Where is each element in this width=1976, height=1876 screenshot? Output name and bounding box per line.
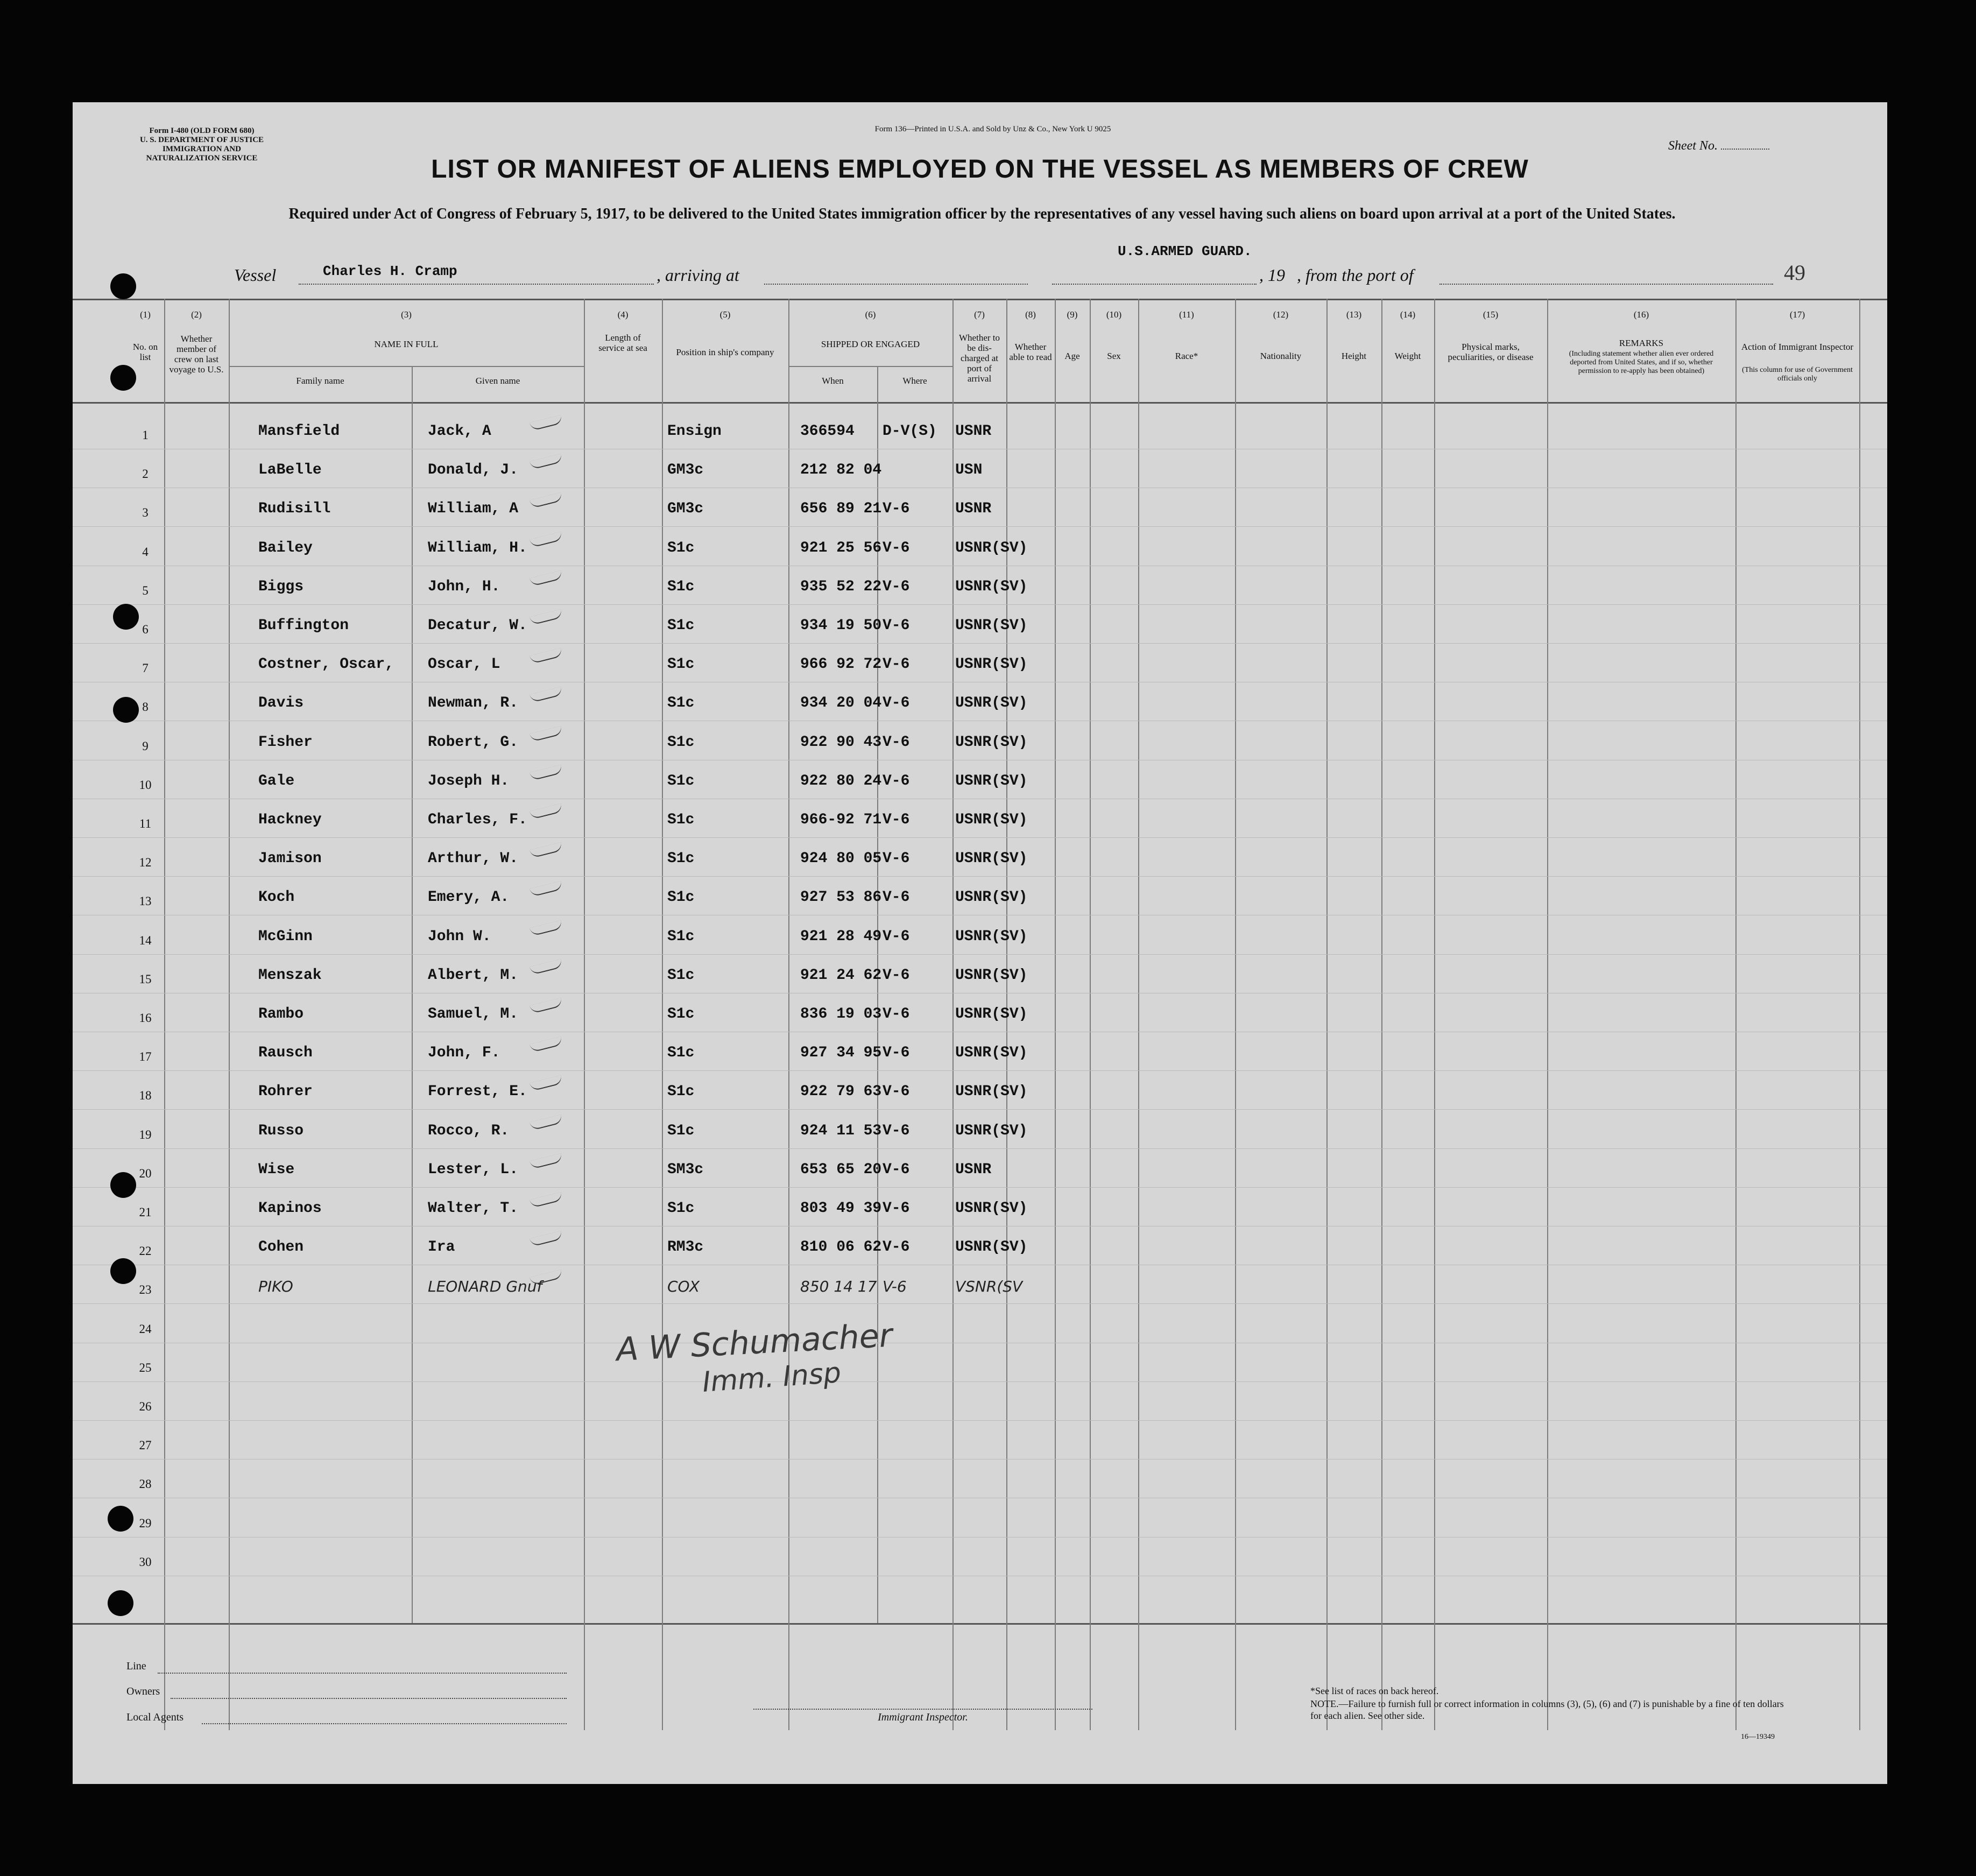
- family-name: Rausch: [258, 1045, 313, 1061]
- col-header-action-note: (This column for use of Government officials only: [1742, 366, 1853, 383]
- punch-hole: [113, 604, 139, 630]
- check-mark: [530, 959, 563, 975]
- discharge-status: USNR: [955, 1161, 992, 1178]
- col-header-sex: Sex: [1107, 351, 1121, 361]
- shipped-where: V-6: [883, 1083, 910, 1100]
- row-number: 9: [142, 739, 149, 753]
- check-mark: [530, 1231, 563, 1247]
- discharge-status: USNR(SV): [955, 850, 1028, 867]
- col-header-member: Whether member of crew on last voyage to U.S.: [169, 334, 224, 375]
- row-rule: [73, 1303, 1887, 1304]
- shipped-where: V-6: [883, 967, 910, 984]
- row-rule: [73, 1070, 1887, 1071]
- given-name: Samuel, M.: [428, 1006, 519, 1022]
- shipped-when: 921 24 62: [800, 967, 882, 984]
- shipped-when: 836 19 03: [800, 1006, 882, 1022]
- family-name: Fisher: [258, 734, 313, 751]
- discharge-status: USNR(SV): [955, 773, 1028, 789]
- col-num-9: (9): [1067, 309, 1078, 320]
- footer-races-note: *See list of races on back hereof.: [1310, 1685, 1439, 1696]
- shipped-where: V-6: [883, 695, 910, 711]
- row-number: 16: [139, 1011, 152, 1025]
- punch-hole: [108, 1590, 133, 1616]
- arriving-label: , arriving at: [657, 265, 739, 285]
- col-num-16: (16): [1633, 309, 1649, 320]
- row-number: 17: [139, 1050, 152, 1063]
- row-number: 18: [139, 1089, 152, 1102]
- discharge-status: USNR(SV): [955, 656, 1028, 673]
- family-name: Rambo: [258, 1006, 304, 1022]
- row-number: 6: [142, 623, 149, 636]
- row-number: 4: [142, 545, 149, 559]
- col-num-12: (12): [1273, 309, 1289, 320]
- footer-line-label: Line: [126, 1660, 146, 1672]
- sheet-label: Sheet No.: [1668, 139, 1718, 153]
- row-rule: [73, 526, 1887, 527]
- col-header-shipped: SHIPPED OR ENGAGED: [821, 339, 920, 349]
- shipped-when: 927 34 95: [800, 1045, 882, 1061]
- family-name: Hackney: [258, 812, 322, 828]
- col-num-7: (7): [974, 309, 985, 320]
- col-num-4: (4): [617, 309, 629, 320]
- shipped-when: 922 90 43: [800, 734, 882, 751]
- row-number: 28: [139, 1477, 152, 1491]
- shipped-when: 935 52 22: [800, 579, 882, 595]
- row-number: 1: [142, 428, 149, 442]
- col-header-when: When: [822, 376, 844, 386]
- inspector-signature-title: Imm. Insp: [701, 1357, 842, 1399]
- given-name: John, H.: [428, 579, 500, 595]
- given-name: Albert, M.: [428, 967, 519, 984]
- given-name: Arthur, W.: [428, 850, 519, 867]
- shipped-when: 924 11 53: [800, 1123, 882, 1139]
- vessel-name: Charles H. Cramp: [323, 263, 457, 279]
- family-name: Kapinos: [258, 1200, 322, 1217]
- shipped-when: 803 49 39: [800, 1200, 882, 1217]
- col-num-17: (17): [1789, 309, 1805, 320]
- col-header-no: No. on list: [132, 342, 158, 362]
- punch-hole: [108, 1506, 133, 1532]
- col-header-weight: Weight: [1394, 351, 1421, 361]
- shipped-when: 921 25 56: [800, 540, 882, 556]
- shipped-where: V-6: [883, 617, 910, 634]
- discharge-status: USNR(SV): [955, 1239, 1028, 1256]
- row-rule: [73, 954, 1887, 955]
- year-label: , 19: [1259, 265, 1285, 285]
- given-name: Charles, F.: [428, 812, 527, 828]
- family-name: Rohrer: [258, 1083, 313, 1100]
- shipped-where: V-6: [883, 656, 910, 673]
- vessel-label: Vessel: [234, 265, 277, 285]
- col-num-8: (8): [1025, 309, 1036, 320]
- row-number: 8: [142, 700, 149, 714]
- position: S1c: [667, 812, 695, 828]
- shipped-when: 922 79 63: [800, 1083, 882, 1100]
- check-mark: [530, 1036, 563, 1053]
- row-number: 2: [142, 467, 149, 481]
- row-number: 19: [139, 1128, 152, 1141]
- check-mark: [530, 765, 563, 781]
- family-name: Koch: [258, 889, 295, 906]
- punch-hole: [110, 1172, 136, 1198]
- shipped-when: 212 82 04: [800, 462, 882, 478]
- discharge-status: USNR(SV): [955, 617, 1028, 634]
- row-number: 10: [139, 778, 152, 792]
- position: S1c: [667, 773, 695, 789]
- check-mark: [530, 609, 563, 625]
- col-header-physical: Physical marks, peculiarities, or disease: [1448, 342, 1534, 362]
- col-num-6: (6): [865, 309, 876, 320]
- given-name: Oscar, L: [428, 656, 500, 673]
- given-name: Joseph H.: [428, 773, 510, 789]
- footer-form-code: 16—19349: [1741, 1733, 1775, 1741]
- col-header-remarks: REMARKS: [1619, 338, 1664, 348]
- check-mark: [530, 1270, 563, 1286]
- col-num-11: (11): [1179, 309, 1194, 320]
- discharge-status: USNR(SV): [955, 1083, 1028, 1100]
- row-number: 11: [139, 817, 152, 830]
- col-num-5: (5): [719, 309, 731, 320]
- row-rule: [73, 604, 1887, 605]
- family-name: Wise: [258, 1161, 295, 1178]
- shipped-when: 656 89 21: [800, 500, 882, 517]
- check-mark: [530, 454, 563, 470]
- given-name: Walter, T.: [428, 1200, 519, 1217]
- row-number: 21: [139, 1205, 152, 1219]
- family-name: Bailey: [258, 540, 313, 556]
- position: S1c: [667, 1083, 695, 1100]
- col-header-discharged: Whether to be dis-charged at port of arrival: [959, 333, 1000, 384]
- printer-line: Form 136—Printed in U.S.A. and Sold by Unz & Co., New York U 9025: [874, 125, 1111, 133]
- shipped-when: 922 80 24: [800, 773, 882, 789]
- shipped-where: V-6: [883, 734, 910, 751]
- row-number: 5: [142, 584, 149, 597]
- position: COX: [667, 1278, 700, 1295]
- shipped-when: 934 19 50: [800, 617, 882, 634]
- given-name: Rocco, R.: [428, 1123, 510, 1139]
- check-mark: [530, 803, 563, 820]
- discharge-status: USNR(SV): [955, 695, 1028, 711]
- shipped-when: 653 65 20: [800, 1161, 882, 1178]
- family-name: Buffington: [258, 617, 349, 634]
- col-num-10: (10): [1106, 309, 1122, 320]
- given-name: Ira: [428, 1239, 455, 1256]
- discharge-status: USNR(SV): [955, 889, 1028, 906]
- discharge-status: USNR(SV): [955, 967, 1028, 984]
- row-number: 3: [142, 506, 149, 519]
- given-name: Newman, R.: [428, 695, 519, 711]
- given-name: Emery, A.: [428, 889, 510, 906]
- row-rule: [73, 1148, 1887, 1149]
- row-number: 12: [139, 856, 152, 869]
- footer-agents-label: Local Agents: [126, 1711, 184, 1723]
- shipped-where: V-6: [883, 850, 910, 867]
- col-header-service: Length of service at sea: [598, 333, 647, 353]
- page-number: 49: [1784, 260, 1805, 285]
- check-mark: [530, 1075, 563, 1091]
- punch-hole: [110, 1258, 136, 1284]
- given-name: Robert, G.: [428, 734, 519, 751]
- family-name: Costner, Oscar,: [258, 656, 394, 673]
- shipped-where: V-6: [883, 579, 910, 595]
- manifest-sheet: [73, 102, 1887, 1784]
- position: RM3c: [667, 1239, 704, 1256]
- shipped-where: V-6: [883, 540, 910, 556]
- row-number: 22: [139, 1244, 152, 1258]
- shipped-when: 927 53 86: [800, 889, 882, 906]
- family-name: Gale: [258, 773, 295, 789]
- position: GM3c: [667, 462, 704, 478]
- check-mark: [530, 415, 563, 431]
- row-rule: [73, 1109, 1887, 1110]
- row-number: 13: [139, 894, 152, 908]
- position: S1c: [667, 579, 695, 595]
- given-name: Donald, J.: [428, 462, 519, 478]
- punch-hole: [110, 365, 136, 391]
- position: S1c: [667, 656, 695, 673]
- family-name: Rudisill: [258, 500, 331, 517]
- page-title: LIST OR MANIFEST OF ALIENS EMPLOYED ON THE VESSEL AS MEMBERS OF CREW: [431, 155, 1529, 184]
- check-mark: [530, 1153, 563, 1169]
- check-mark: [530, 532, 563, 548]
- col-header-remarks-note: (Including statement whether alien ever ordered deported from United States, and if so, whether permission to re-apply has been obtained): [1569, 350, 1714, 375]
- page-subtitle: Required under Act of Congress of February 5, 1917, to be delivered to the United States immigration officer by the representatives of any vessel having such aliens on board upon arrival at a port of the United States.: [288, 206, 1676, 222]
- shipped-where: V-6: [883, 1045, 910, 1061]
- sheet-number-label: [1668, 139, 1769, 153]
- row-rule: [73, 643, 1887, 644]
- shipped-where: V-6: [883, 773, 910, 789]
- check-mark: [530, 1115, 563, 1131]
- position: S1c: [667, 617, 695, 634]
- shipped-when: 810 06 62: [800, 1239, 882, 1256]
- row-rule: [73, 837, 1887, 838]
- check-mark: [530, 1192, 563, 1208]
- row-number: 20: [139, 1167, 152, 1180]
- row-rule: [73, 1187, 1887, 1188]
- col-header-where: Where: [902, 376, 927, 386]
- family-name: Biggs: [258, 579, 304, 595]
- discharge-status: USNR: [955, 500, 992, 517]
- family-name: Russo: [258, 1123, 304, 1139]
- col-header-race: Race*: [1175, 351, 1198, 361]
- footer-note: NOTE.—Failure to furnish full or correct information in columns (3), (5), (6) and (7) is punishable by a fine of ten dollars for each alien. See other side.: [1310, 1698, 1784, 1721]
- row-number: 25: [139, 1361, 152, 1374]
- col-num-14: (14): [1400, 309, 1416, 320]
- family-name: Davis: [258, 695, 304, 711]
- armed-guard-note: U.S.ARMED GUARD.: [1118, 243, 1252, 259]
- family-name: Mansfield: [258, 423, 340, 440]
- given-name: Jack, A: [428, 423, 491, 440]
- col-header-given: Given name: [475, 376, 520, 386]
- position: S1c: [667, 1123, 695, 1139]
- row-number: 29: [139, 1517, 152, 1530]
- col-header-position: Position in ship's company: [676, 347, 774, 357]
- footer-inspector-label: Immigrant Inspector.: [878, 1711, 968, 1723]
- row-number: 15: [139, 972, 152, 986]
- col-header-action: Action of Immigrant Inspector: [1741, 342, 1854, 352]
- given-name: John, F.: [428, 1045, 500, 1061]
- discharge-status: USNR(SV): [955, 1045, 1028, 1061]
- position: S1c: [667, 928, 695, 945]
- check-mark: [530, 687, 563, 703]
- family-name: PIKO: [258, 1278, 293, 1295]
- given-name: Forrest, E.: [428, 1083, 527, 1100]
- row-number: 24: [139, 1322, 152, 1336]
- shipped-when: 966 92 72: [800, 656, 882, 673]
- given-name: William, H.: [428, 540, 527, 556]
- row-number: 23: [139, 1283, 152, 1296]
- shipped-when: 966-92 71: [800, 812, 882, 828]
- shipped-when: 934 20 04: [800, 695, 882, 711]
- discharge-status: USNR(SV): [955, 734, 1028, 751]
- position: S1c: [667, 734, 695, 751]
- check-mark: [530, 881, 563, 897]
- shipped-where: V-6: [883, 1006, 910, 1022]
- row-number: 30: [139, 1555, 152, 1569]
- check-mark: [530, 998, 563, 1014]
- position: S1c: [667, 1045, 695, 1061]
- given-name: LEONARD Gnuf: [428, 1278, 542, 1295]
- col-num-15: (15): [1483, 309, 1499, 320]
- check-mark: [530, 492, 563, 509]
- position: S1c: [667, 967, 695, 984]
- vessel-line: [234, 265, 1795, 287]
- col-header-nationality: Nationality: [1260, 351, 1302, 361]
- position: S1c: [667, 1200, 695, 1217]
- discharge-status: USN: [955, 462, 983, 478]
- col-num-13: (13): [1346, 309, 1362, 320]
- col-num-1: (1): [140, 309, 151, 320]
- family-name: Cohen: [258, 1239, 304, 1256]
- position: S1c: [667, 889, 695, 906]
- position: S1c: [667, 1006, 695, 1022]
- shipped-where: D-V(S): [883, 423, 937, 440]
- shipped-where: V-6: [883, 928, 910, 945]
- discharge-status: USNR(SV): [955, 579, 1028, 595]
- position: S1c: [667, 695, 695, 711]
- row-rule: [73, 1381, 1887, 1382]
- col-header-age: Age: [1064, 351, 1080, 361]
- given-name: William, A: [428, 500, 519, 517]
- discharge-status: USNR(SV): [955, 1123, 1028, 1139]
- discharge-status: USNR(SV): [955, 540, 1028, 556]
- punch-hole: [113, 697, 139, 723]
- position: SM3c: [667, 1161, 704, 1178]
- col-num-3: (3): [401, 309, 412, 320]
- row-number: 27: [139, 1438, 152, 1452]
- given-name: Decatur, W.: [428, 617, 527, 634]
- discharge-status: USNR: [955, 423, 992, 440]
- check-mark: [530, 648, 563, 664]
- form-id-line3: IMMIGRATION AND NATURALIZATION SERVICE: [146, 145, 258, 163]
- discharge-status: USNR(SV): [955, 928, 1028, 945]
- shipped-where: V-6: [883, 1278, 907, 1295]
- position: GM3c: [667, 500, 704, 517]
- check-mark: [530, 842, 563, 858]
- given-name: Lester, L.: [428, 1161, 519, 1178]
- shipped-where: V-6: [883, 1123, 910, 1139]
- family-name: McGinn: [258, 928, 313, 945]
- inspector-signature: A W Schumacher: [615, 1316, 893, 1369]
- family-name: LaBelle: [258, 462, 322, 478]
- punch-hole: [110, 273, 136, 299]
- position: S1c: [667, 540, 695, 556]
- col-header-read: Whether able to read: [1009, 342, 1052, 362]
- footer-owners-label: Owners: [126, 1685, 160, 1697]
- row-number: 26: [139, 1400, 152, 1413]
- shipped-where: V-6: [883, 500, 910, 517]
- form-id-line1: Form I-480 (OLD FORM 680): [149, 126, 255, 135]
- discharge-status: USNR(SV): [955, 1200, 1028, 1217]
- row-number: 7: [142, 661, 149, 675]
- position: Ensign: [667, 423, 722, 440]
- shipped-where: V-6: [883, 1239, 910, 1256]
- discharge-status: VSNR(SV: [955, 1278, 1023, 1295]
- shipped-when: 924 80 05: [800, 850, 882, 867]
- form-id-line2: U. S. DEPARTMENT OF JUSTICE: [139, 136, 264, 144]
- discharge-status: USNR(SV): [955, 1006, 1028, 1022]
- position: S1c: [667, 850, 695, 867]
- col-header-family: Family name: [296, 376, 344, 386]
- shipped-when: 850 14 17: [800, 1278, 877, 1295]
- shipped-where: V-6: [883, 812, 910, 828]
- col-header-height: Height: [1341, 351, 1367, 361]
- check-mark: [530, 570, 563, 587]
- col-num-2: (2): [191, 309, 202, 320]
- given-name: John W.: [428, 928, 491, 945]
- shipped-where: V-6: [883, 889, 910, 906]
- col-header-name: NAME IN FULL: [374, 339, 439, 349]
- row-rule: [73, 876, 1887, 877]
- family-name: Jamison: [258, 850, 322, 867]
- shipped-where: V-6: [883, 1161, 910, 1178]
- check-mark: [530, 920, 563, 936]
- row-number: 14: [139, 934, 152, 947]
- family-name: Menszak: [258, 967, 322, 984]
- row-rule: [73, 1537, 1887, 1538]
- shipped-where: V-6: [883, 1200, 910, 1217]
- discharge-status: USNR(SV): [955, 812, 1028, 828]
- shipped-when: 921 28 49: [800, 928, 882, 945]
- shipped-when: 366594: [800, 423, 855, 440]
- row-rule: [73, 1420, 1887, 1421]
- port-label: , from the port of: [1297, 265, 1414, 285]
- check-mark: [530, 726, 563, 742]
